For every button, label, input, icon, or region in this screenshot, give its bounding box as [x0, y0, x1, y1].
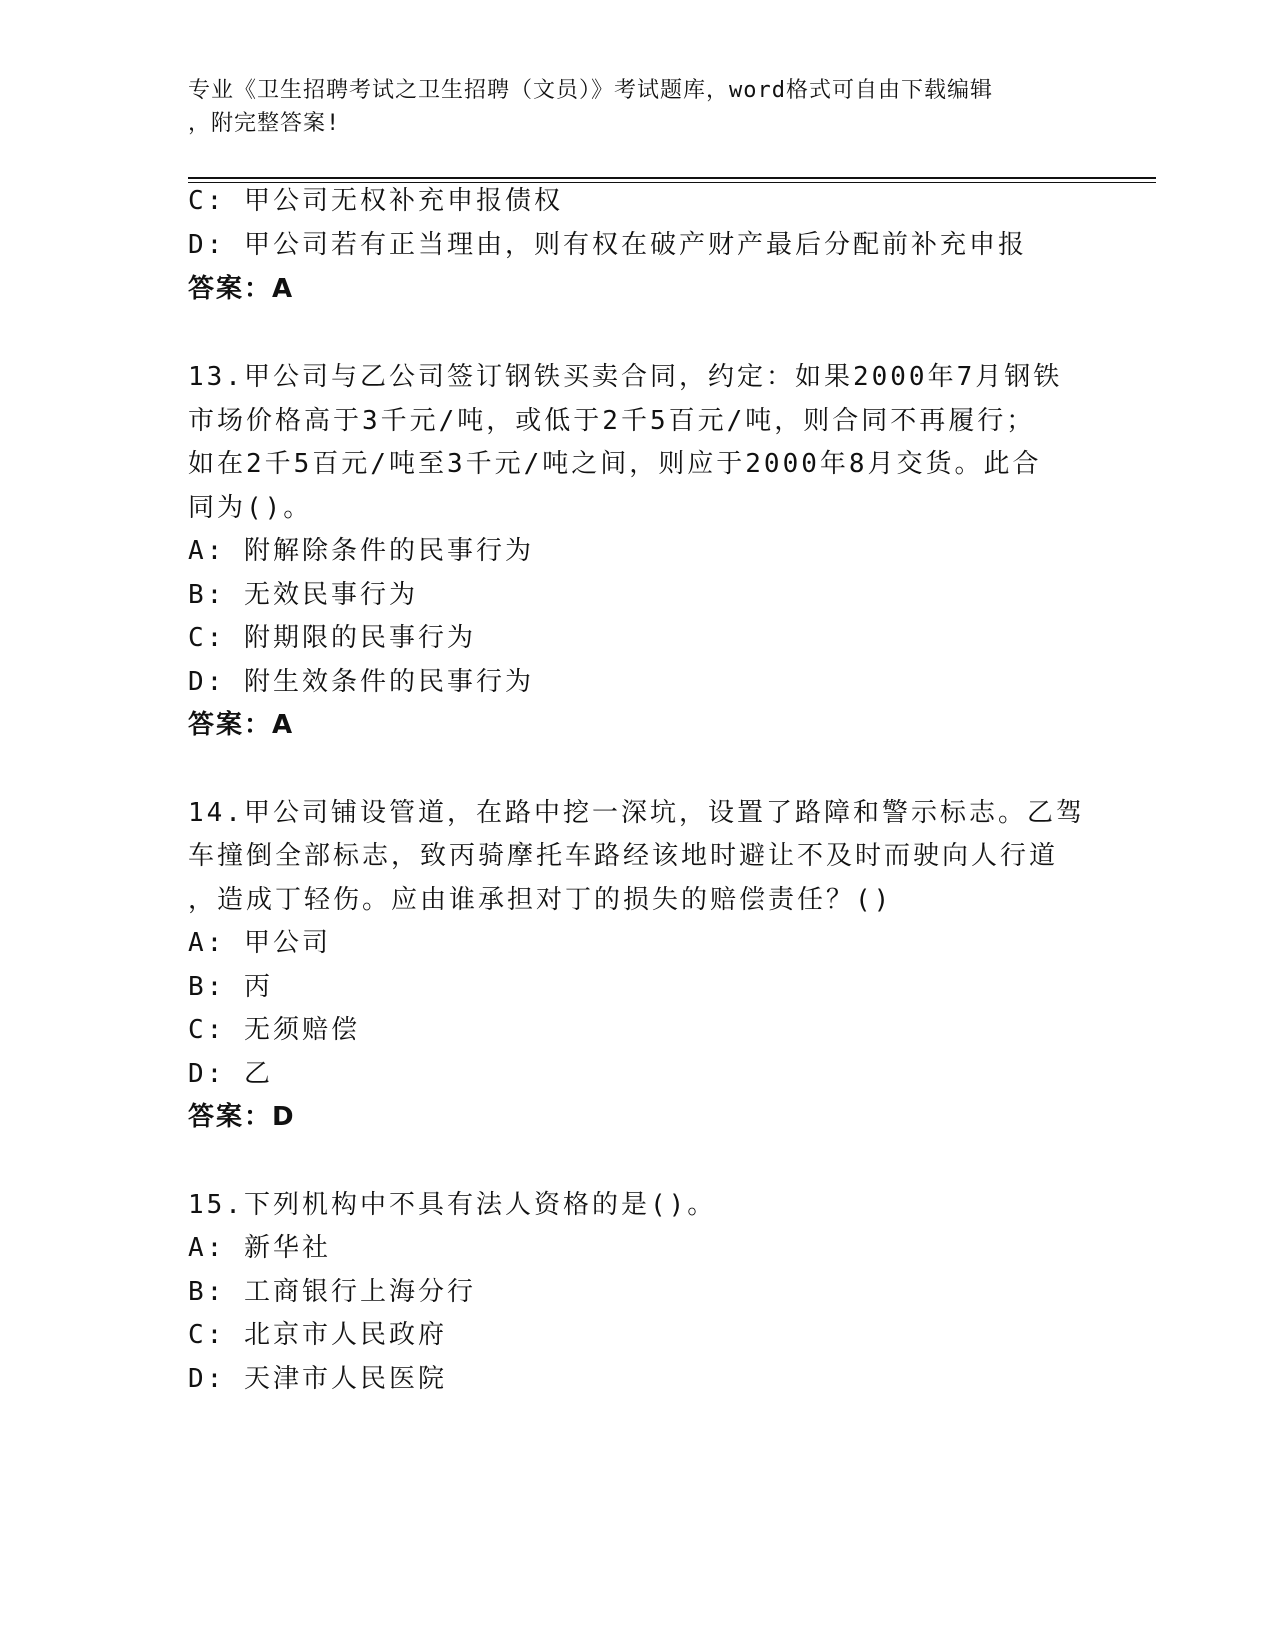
header-divider-thin: [188, 182, 1156, 183]
q14-option-c: C: 无须赔偿: [188, 1015, 360, 1045]
q15-option-a: A: 新华社: [188, 1233, 331, 1263]
q15-option-d: D: 天津市人民医院: [188, 1364, 447, 1394]
q13-option-b: B: 无效民事行为: [188, 580, 418, 610]
q13-text-line-1: 13.甲公司与乙公司签订钢铁买卖合同，约定：如果2000年7月钢铁: [188, 362, 1063, 392]
header-divider-thick: [188, 177, 1156, 179]
prev-answer: 答案：A: [188, 274, 295, 304]
q14-text-line-3: ，造成丁轻伤。应由谁承担对丁的损失的赔偿责任？(): [188, 885, 893, 915]
q13-answer: 答案：A: [188, 710, 295, 740]
q14-option-d: D: 乙: [188, 1059, 273, 1089]
q14-option-a: A: 甲公司: [188, 928, 331, 958]
q14-text-line-2: 车撞倒全部标志，致丙骑摩托车路经该地时避让不及时而驶向人行道: [188, 841, 1059, 871]
q13-option-c: C: 附期限的民事行为: [188, 623, 476, 653]
q14-option-b: B: 丙: [188, 972, 273, 1002]
q13-text-line-4: 同为()。: [188, 493, 313, 523]
q14-text-line-1: 14.甲公司铺设管道，在路中挖一深坑，设置了路障和警示标志。乙驾: [188, 798, 1085, 828]
q13-text-line-2: 市场价格高于3千元/吨，或低于2千5百元/吨，则合同不再履行；: [188, 406, 1036, 436]
q13-text-line-3: 如在2千5百元/吨至3千元/吨之间，则应于2000年8月交货。此合: [188, 449, 1042, 479]
q13-option-d: D: 附生效条件的民事行为: [188, 667, 534, 697]
prev-option-d: D: 甲公司若有正当理由，则有权在破产财产最后分配前补充申报: [188, 230, 1027, 260]
q15-text-line-1: 15.下列机构中不具有法人资格的是()。: [188, 1190, 717, 1220]
q13-option-a: A: 附解除条件的民事行为: [188, 536, 534, 566]
header-line-2: ，附完整答案!: [188, 111, 341, 136]
header-line-1: 专业《卫生招聘考试之卫生招聘（文员）》考试题库，word格式可自由下载编辑: [188, 78, 993, 103]
document-header: [188, 74, 1068, 140]
q15-option-c: C: 北京市人民政府: [188, 1320, 447, 1350]
q14-answer: 答案：D: [188, 1102, 296, 1132]
q15-option-b: B: 工商银行上海分行: [188, 1277, 476, 1307]
prev-option-c: C: 甲公司无权补充申报债权: [188, 186, 563, 216]
